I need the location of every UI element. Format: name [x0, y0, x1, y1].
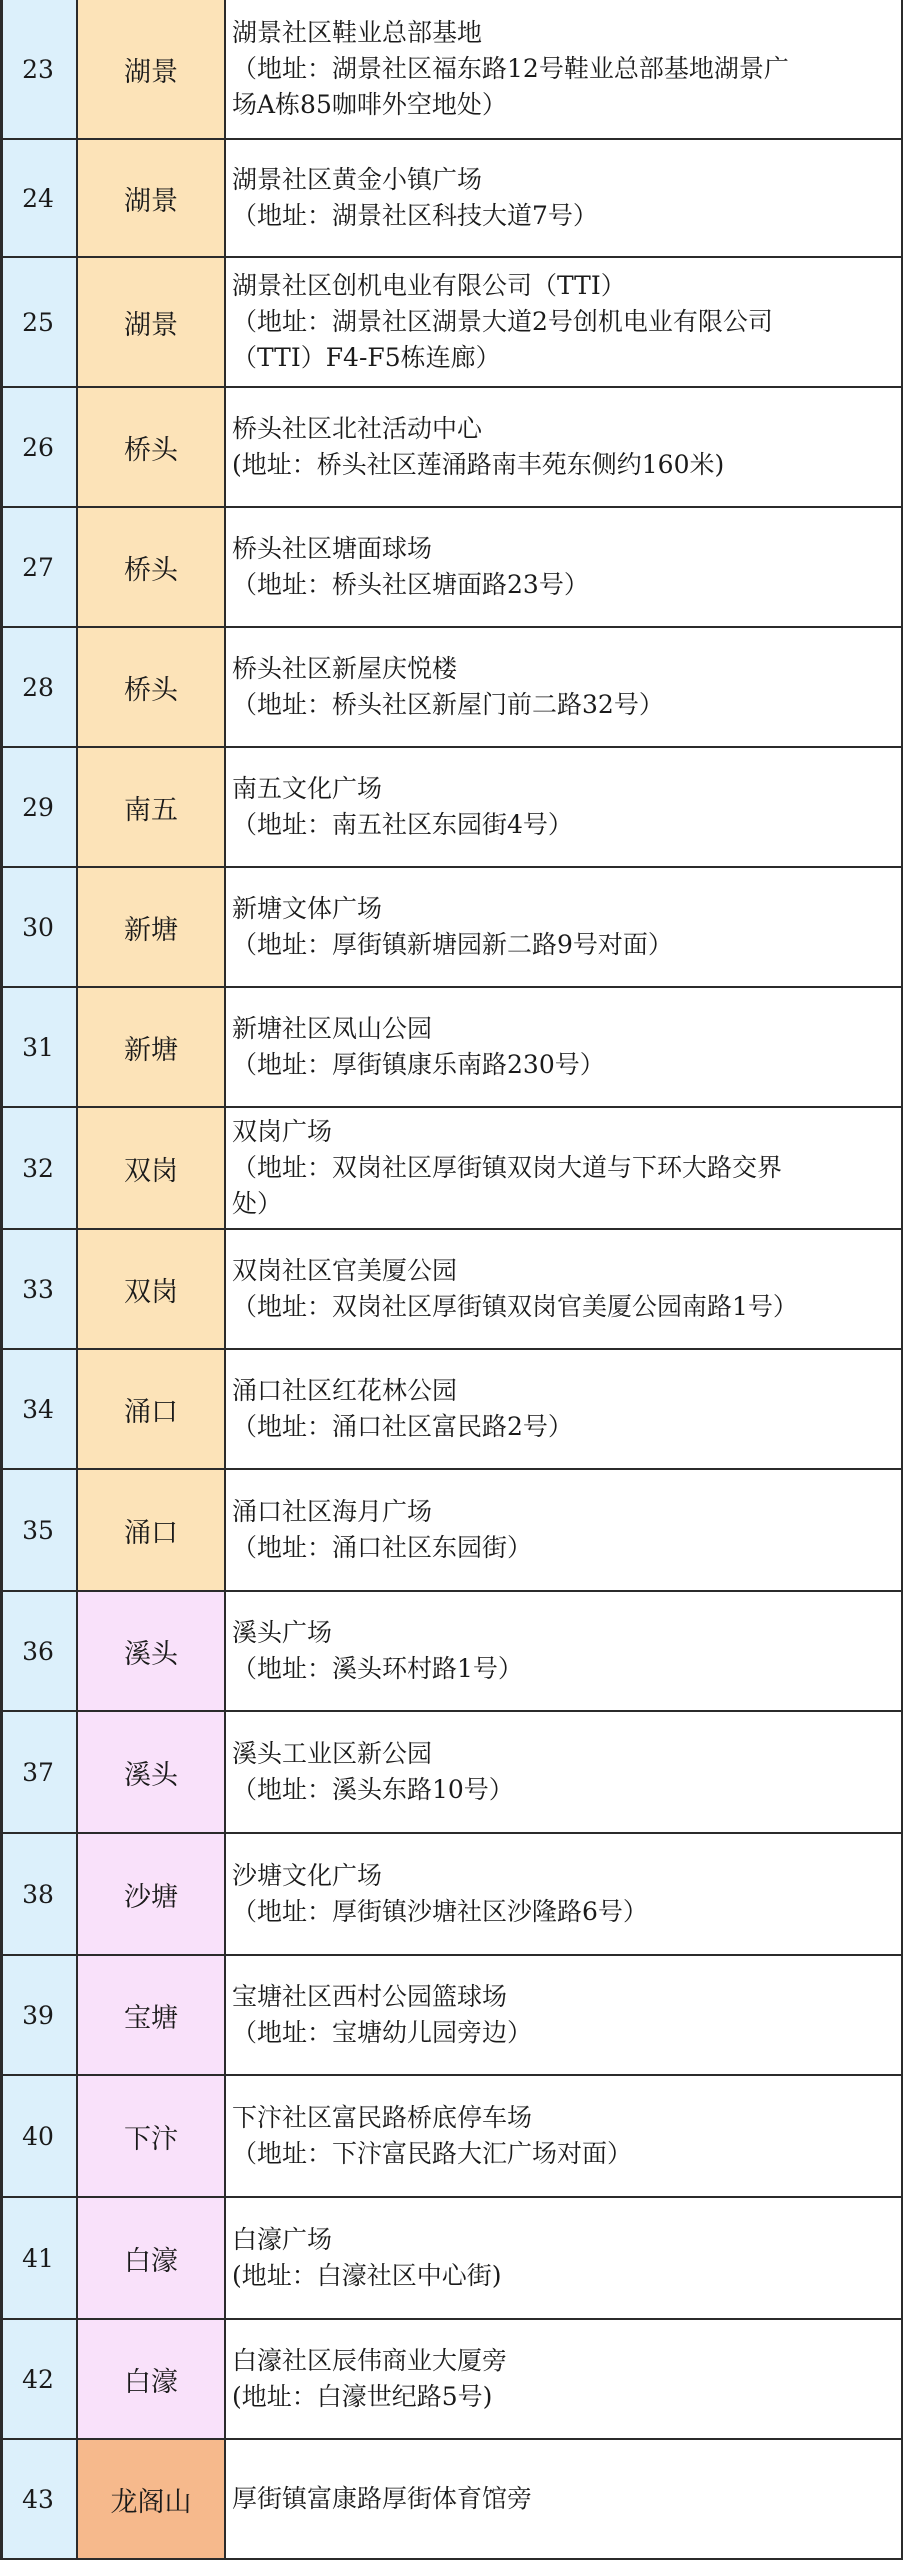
- location-cell: [224, 748, 903, 868]
- community-name: 涌口: [76, 1470, 224, 1592]
- location-cell: [224, 868, 903, 988]
- row-number: 37: [0, 1712, 76, 1834]
- location-name: 双岗广场: [232, 1117, 333, 1146]
- community-name: 南五: [76, 748, 224, 868]
- community-name: 桥头: [76, 508, 224, 628]
- row-number: 27: [0, 508, 76, 628]
- table-row: [0, 1956, 903, 2076]
- table-row: [0, 388, 903, 508]
- row-number: 36: [0, 1592, 76, 1712]
- location-address: （地址：南五社区东园街4号）: [232, 810, 573, 839]
- row-number: 38: [0, 1834, 76, 1956]
- row-number: 28: [0, 628, 76, 748]
- location-cell: [224, 1350, 903, 1470]
- location-cell: [224, 1230, 903, 1350]
- location-address: （地址：厚街镇沙塘社区沙隆路6号）: [232, 1897, 648, 1926]
- location-name: 桥头社区新屋庆悦楼: [232, 654, 458, 683]
- community-name: 涌口: [76, 1350, 224, 1470]
- location-name: 新塘社区凤山公园: [232, 1014, 433, 1043]
- location-cell: [224, 1470, 903, 1592]
- location-name: 白濠社区辰伟商业大厦旁: [232, 2346, 508, 2375]
- location-cell: [224, 1956, 903, 2076]
- table-row: [0, 0, 903, 140]
- table-row: [0, 1108, 903, 1230]
- row-number: 31: [0, 988, 76, 1108]
- location-name: 湖景社区创机电业有限公司（TTI）: [232, 271, 626, 300]
- location-cell: [224, 628, 903, 748]
- location-name: 厚街镇富康路厚街体育馆旁: [232, 2484, 533, 2513]
- community-name: 溪头: [76, 1712, 224, 1834]
- row-number: 41: [0, 2198, 76, 2320]
- location-name: 双岗社区官美厦公园: [232, 1256, 458, 1285]
- table-row: [0, 1230, 903, 1350]
- location-name: 湖景社区黄金小镇广场: [232, 165, 483, 194]
- table-row: [0, 628, 903, 748]
- row-number: 43: [0, 2440, 76, 2560]
- community-name: 白濠: [76, 2198, 224, 2320]
- location-address: （TTI）F4-F5栋连廊）: [232, 343, 501, 372]
- row-number: 30: [0, 868, 76, 988]
- row-number: 25: [0, 258, 76, 388]
- table-row: [0, 2198, 903, 2320]
- location-cell: [224, 988, 903, 1108]
- location-address: （地址：涌口社区东园街）: [232, 1533, 533, 1562]
- table-row: [0, 2440, 903, 2560]
- location-cell: [224, 2198, 903, 2320]
- community-name: 新塘: [76, 868, 224, 988]
- row-number: 33: [0, 1230, 76, 1350]
- location-address: 场A栋85咖啡外空地处）: [232, 90, 507, 119]
- community-name: 沙塘: [76, 1834, 224, 1956]
- community-name: 双岗: [76, 1230, 224, 1350]
- location-cell: [224, 1834, 903, 1956]
- location-cell: [224, 388, 903, 508]
- community-name: 溪头: [76, 1592, 224, 1712]
- location-address: （地址：厚街镇新塘园新二路9号对面）: [232, 930, 673, 959]
- community-name: 白濠: [76, 2320, 224, 2440]
- community-name: 桥头: [76, 628, 224, 748]
- row-number: 32: [0, 1108, 76, 1230]
- community-name: 下汴: [76, 2076, 224, 2198]
- community-name: 龙阁山: [76, 2440, 224, 2560]
- table-left-border: [0, 0, 3, 2560]
- community-name: 桥头: [76, 388, 224, 508]
- table-row: [0, 1712, 903, 1834]
- table-row: [0, 258, 903, 388]
- row-number: 34: [0, 1350, 76, 1470]
- location-name: 下汴社区富民路桥底停车场: [232, 2103, 533, 2132]
- location-cell: [224, 1592, 903, 1712]
- row-number: 29: [0, 748, 76, 868]
- location-name: 宝塘社区西村公园篮球场: [232, 1982, 508, 2011]
- location-address: （地址：厚街镇康乐南路230号）: [232, 1050, 605, 1079]
- location-address: （地址：桥头社区塘面路23号）: [232, 570, 589, 599]
- location-cell: [224, 508, 903, 628]
- location-address: 处）: [232, 1189, 283, 1218]
- row-number: 40: [0, 2076, 76, 2198]
- location-address: (地址：白濠社区中心街): [232, 2261, 502, 2290]
- location-cell: [224, 1712, 903, 1834]
- location-address: （地址：双岗社区厚街镇双岗官美厦公园南路1号）: [232, 1292, 798, 1321]
- location-cell: [224, 2320, 903, 2440]
- table-row: [0, 1834, 903, 1956]
- row-number: 42: [0, 2320, 76, 2440]
- row-number: 26: [0, 388, 76, 508]
- location-address: （地址：溪头东路10号）: [232, 1775, 514, 1804]
- location-cell: [224, 2440, 903, 2560]
- community-name: 双岗: [76, 1108, 224, 1230]
- location-name: 白濠广场: [232, 2225, 333, 2254]
- community-name: 宝塘: [76, 1956, 224, 2076]
- table-row: [0, 2076, 903, 2198]
- location-address: （地址：桥头社区新屋门前二路32号）: [232, 690, 664, 719]
- location-name: 南五文化广场: [232, 774, 383, 803]
- location-cell: [224, 2076, 903, 2198]
- row-number: 24: [0, 140, 76, 258]
- table-row: [0, 868, 903, 988]
- location-address: （地址：湖景社区科技大道7号）: [232, 201, 598, 230]
- location-address: （地址：溪头环村路1号）: [232, 1654, 523, 1683]
- table-row: [0, 1592, 903, 1712]
- location-name: 桥头社区塘面球场: [232, 534, 433, 563]
- location-address: （地址：湖景社区湖景大道2号创机电业有限公司: [232, 307, 773, 336]
- location-cell: [224, 140, 903, 258]
- location-address: (地址：桥头社区莲涌路南丰苑东侧约160米): [232, 450, 725, 479]
- table-row: [0, 1350, 903, 1470]
- row-number: 39: [0, 1956, 76, 2076]
- community-name: 新塘: [76, 988, 224, 1108]
- location-name: 湖景社区鞋业总部基地: [232, 18, 483, 47]
- row-number: 23: [0, 0, 76, 140]
- location-cell: [224, 258, 903, 388]
- location-address: （地址：双岗社区厚街镇双岗大道与下环大路交界: [232, 1153, 783, 1182]
- table-row: [0, 140, 903, 258]
- location-name: 涌口社区海月广场: [232, 1497, 433, 1526]
- location-name: 溪头广场: [232, 1618, 333, 1647]
- location-name: 沙塘文化广场: [232, 1861, 383, 1890]
- location-address: （地址：宝塘幼儿园旁边）: [232, 2018, 533, 2047]
- location-address: (地址：白濠世纪路5号): [232, 2382, 493, 2411]
- table-row: [0, 2320, 903, 2440]
- location-address: （地址：下汴富民路大汇广场对面）: [232, 2139, 633, 2168]
- location-address: （地址：湖景社区福东路12号鞋业总部基地湖景广: [232, 54, 789, 83]
- table-row: [0, 988, 903, 1108]
- table-row: [0, 1470, 903, 1592]
- location-cell: [224, 1108, 903, 1230]
- table-row: [0, 508, 903, 628]
- location-name: 溪头工业区新公园: [232, 1739, 433, 1768]
- row-number: 35: [0, 1470, 76, 1592]
- location-cell: [224, 0, 903, 140]
- community-name: 湖景: [76, 258, 224, 388]
- location-name: 涌口社区红花林公园: [232, 1376, 458, 1405]
- table-row: [0, 748, 903, 868]
- community-name: 湖景: [76, 0, 224, 140]
- community-name: 湖景: [76, 140, 224, 258]
- location-name: 新塘文体广场: [232, 894, 383, 923]
- location-address: （地址：涌口社区富民路2号）: [232, 1412, 573, 1441]
- location-name: 桥头社区北社活动中心: [232, 414, 483, 443]
